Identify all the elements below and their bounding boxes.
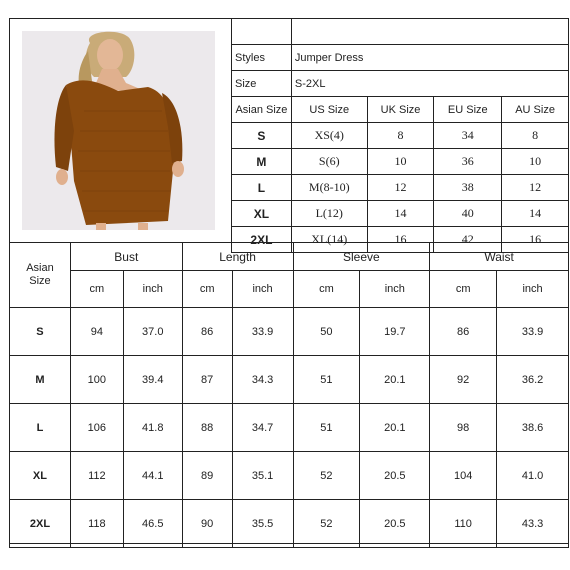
measurement-cell: 46.5 [123, 500, 182, 548]
asian-size-cell: 2XL [232, 227, 292, 253]
unit-header: cm [293, 271, 360, 308]
size-cell: 8 [367, 123, 434, 149]
measurement-cell: 36.2 [497, 356, 569, 404]
size-label: Size [232, 71, 292, 97]
asian-size-cell: XL [10, 452, 71, 500]
measurement-cell: 20.5 [360, 500, 430, 548]
group-header-bust: Bust [70, 243, 182, 271]
asian-size-cell: S [10, 308, 71, 356]
size-cell: 42 [434, 227, 502, 253]
size-cell: 14 [502, 201, 569, 227]
size-value: S-2XL [291, 71, 568, 97]
asian-size-cell: M [10, 356, 71, 404]
measurement-cell: 50 [293, 308, 360, 356]
unit-header: cm [430, 271, 497, 308]
conversion-row [232, 201, 569, 227]
size-cell: 16 [367, 227, 434, 253]
size-cell: 14 [367, 201, 434, 227]
asian-size-header [10, 243, 71, 308]
size-cell: 40 [434, 201, 502, 227]
measurement-cell: 112 [70, 452, 123, 500]
asian-size-cell: 2XL [10, 500, 71, 548]
size-cell: 34 [434, 123, 502, 149]
conversion-header-row [232, 97, 569, 123]
styles-label: Styles [232, 45, 292, 71]
measurement-cell: 100 [70, 356, 123, 404]
measurement-cell: 44.1 [123, 452, 182, 500]
asian-size-header-line2: Size [29, 275, 51, 287]
measurement-cell: 51 [293, 404, 360, 452]
measurement-cell: 20.1 [360, 404, 430, 452]
measurement-cell: 35.1 [232, 452, 293, 500]
blank-row [232, 19, 569, 45]
measurement-table [9, 242, 569, 548]
measurement-cell: 88 [182, 404, 232, 452]
asian-size-cell: L [232, 175, 292, 201]
unit-header: inch [497, 271, 569, 308]
measurement-cell: 52 [293, 500, 360, 548]
size-cell: 12 [502, 175, 569, 201]
measurement-cell: 52 [293, 452, 360, 500]
measurement-cell: 89 [182, 452, 232, 500]
size-cell: 16 [502, 227, 569, 253]
measurement-cell: 19.7 [360, 308, 430, 356]
measurement-row [10, 452, 569, 500]
group-header-waist: Waist [430, 243, 569, 271]
size-cell: 38 [434, 175, 502, 201]
conversion-row [232, 149, 569, 175]
conversion-row [232, 175, 569, 201]
unit-header: cm [70, 271, 123, 308]
unit-header: inch [360, 271, 430, 308]
size-row [232, 71, 569, 97]
styles-value: Jumper Dress [291, 45, 568, 71]
measurement-cell: 86 [182, 308, 232, 356]
asian-size-header-line1: Asian [26, 262, 54, 274]
measurement-cell: 38.6 [497, 404, 569, 452]
measurement-cell: 33.9 [232, 308, 293, 356]
measurement-cell: 34.3 [232, 356, 293, 404]
size-cell: 12 [367, 175, 434, 201]
measurement-cell: 35.5 [232, 500, 293, 548]
measurement-cell: 98 [430, 404, 497, 452]
conversion-rows [232, 123, 569, 253]
measurement-cell: 118 [70, 500, 123, 548]
measurement-cell: 33.9 [497, 308, 569, 356]
measurement-cell: 37.0 [123, 308, 182, 356]
measurement-cell: 20.1 [360, 356, 430, 404]
measurement-cell: 43.3 [497, 500, 569, 548]
asian-size-cell: XL [232, 201, 292, 227]
size-cell: XS(4) [291, 123, 367, 149]
size-cell: 10 [367, 149, 434, 175]
size-cell: 10 [502, 149, 569, 175]
styles-row [232, 45, 569, 71]
size-cell: 36 [434, 149, 502, 175]
measurement-cell: 104 [430, 452, 497, 500]
measurement-cell: 94 [70, 308, 123, 356]
col-header: UK Size [367, 97, 434, 123]
asian-size-cell: L [10, 404, 71, 452]
group-header-sleeve: Sleeve [293, 243, 430, 271]
measurement-cell: 20.5 [360, 452, 430, 500]
asian-size-cell: M [232, 149, 292, 175]
size-cell: S(6) [291, 149, 367, 175]
col-header: Asian Size [232, 97, 292, 123]
measurement-cell: 92 [430, 356, 497, 404]
unit-header: cm [182, 271, 232, 308]
asian-size-cell: S [232, 123, 292, 149]
product-photo [22, 31, 215, 230]
measurement-cell: 34.7 [232, 404, 293, 452]
measurement-cell: 110 [430, 500, 497, 548]
measurement-cell: 87 [182, 356, 232, 404]
measurement-cell: 51 [293, 356, 360, 404]
measurement-row [10, 356, 569, 404]
measurement-row [10, 500, 569, 548]
size-cell: XL(14) [291, 227, 367, 253]
measurement-cell: 106 [70, 404, 123, 452]
col-header: US Size [291, 97, 367, 123]
measurement-row [10, 308, 569, 356]
unit-header: inch [123, 271, 182, 308]
measurement-cell: 41.8 [123, 404, 182, 452]
unit-header: inch [232, 271, 293, 308]
measurement-cell: 86 [430, 308, 497, 356]
measurement-cell: 90 [182, 500, 232, 548]
measurement-row [10, 404, 569, 452]
measurement-cell: 39.4 [123, 356, 182, 404]
measurement-rows [10, 308, 569, 548]
size-cell: M(8-10) [291, 175, 367, 201]
col-header: EU Size [434, 97, 502, 123]
conversion-row [232, 123, 569, 149]
size-conversion-table [231, 18, 569, 253]
measurement-cell: 41.0 [497, 452, 569, 500]
col-header: AU Size [502, 97, 569, 123]
size-cell: 8 [502, 123, 569, 149]
size-cell: L(12) [291, 201, 367, 227]
group-header-length: Length [182, 243, 293, 271]
